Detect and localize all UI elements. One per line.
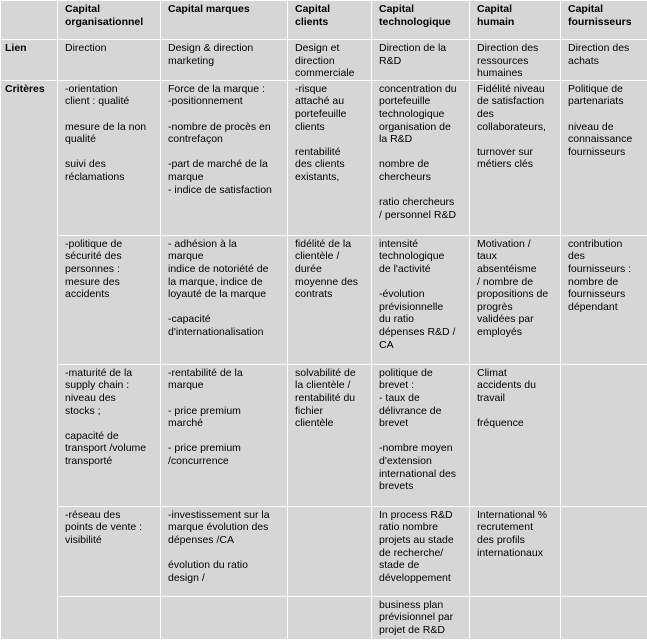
criteres-cell: [161, 596, 288, 639]
col-header-technologique: Capital technologique: [372, 1, 470, 40]
criteres-cell: intensité technologique de l'activité -évolution prévisionnelle du ratio dépenses R&D / CA: [372, 235, 470, 364]
criteres-cell: [288, 506, 372, 596]
criteres-cell: [58, 596, 161, 639]
criteres-cell: -rentabilité de la marque - price premium marché - price premium /concurrence: [161, 364, 288, 506]
lien-cell-fournisseurs: Direction des achats: [561, 40, 647, 81]
criteres-row-1: [1, 80, 647, 235]
criteres-row-4: [1, 506, 647, 596]
criteres-cell: -maturité de la supply chain : niveau des stocks ; capacité de transport /volume transporté: [58, 364, 161, 506]
row-label-criteres: Critères: [1, 80, 58, 639]
lien-cell-clients: Design et direction commerciale: [288, 40, 372, 81]
criteres-cell: fidélité de la clientèle / durée moyenne des contrats: [288, 235, 372, 364]
criteres-row-2: [1, 235, 647, 364]
criteres-cell: - adhésion à la marque indice de notoriété de la marque, indice de loyauté de la marque -capacité d'internationalisation: [161, 235, 288, 364]
criteres-cell: -réseau des points de vente : visibilité: [58, 506, 161, 596]
criteres-cell: [470, 596, 561, 639]
criteres-cell: Climat accidents du travail fréquence: [470, 364, 561, 506]
lien-cell-technologique: Direction de la R&D: [372, 40, 470, 81]
corner-cell: [1, 1, 58, 40]
lien-cell-organisationnel: Direction: [58, 40, 161, 81]
header-row: [1, 1, 647, 40]
criteres-cell: contribution des fournisseurs : nombre de fournisseurs dépendant: [561, 235, 647, 364]
col-header-humain: Capital humain: [470, 1, 561, 40]
criteres-cell: Motivation / taux absentéisme / nombre de propositions de progrès validées par employés: [470, 235, 561, 364]
criteres-cell: politique de brevet : - taux de délivrance de brevet -nombre moyen d'extension international des brevets: [372, 364, 470, 506]
criteres-cell: International % recrutement des profils internationaux: [470, 506, 561, 596]
criteres-cell: [561, 506, 647, 596]
criteres-cell: In process R&D ratio nombre projets au stade de recherche/ stade de développement: [372, 506, 470, 596]
col-header-marques: Capital marques: [161, 1, 288, 40]
criteres-cell: Politique de partenariats niveau de connaissance fournisseurs: [561, 80, 647, 235]
criteres-cell: business plan prévisionnel par projet de R&D: [372, 596, 470, 639]
criteres-cell: -risque attaché au portefeuille clients rentabilité des clients existants,: [288, 80, 372, 235]
criteres-cell: -politique de sécurité des personnes : mesure des accidents: [58, 235, 161, 364]
row-label-lien: Lien: [1, 40, 58, 81]
col-header-organisationnel: Capital organisationnel: [58, 1, 161, 40]
lien-cell-marques: Design & direction marketing: [161, 40, 288, 81]
criteres-cell: [561, 364, 647, 506]
criteres-cell: -investissement sur la marque évolution des dépenses /CA évolution du ratio design /: [161, 506, 288, 596]
col-header-fournisseurs: Capital fournisseurs: [561, 1, 647, 40]
col-header-clients: Capital clients: [288, 1, 372, 40]
criteres-row-3: [1, 364, 647, 506]
lien-cell-humain: Direction des ressources humaines: [470, 40, 561, 81]
criteres-cell: concentration du portefeuille technologique organisation de la R&D nombre de chercheurs ratio chercheurs / personnel R&D: [372, 80, 470, 235]
lien-row: [1, 40, 647, 81]
criteres-cell: -orientation client : qualité mesure de la non qualité suivi des réclamations: [58, 80, 161, 235]
criteres-row-5: [1, 596, 647, 639]
criteres-cell: [288, 596, 372, 639]
criteres-cell: solvabilité de la clientèle / rentabilité du fichier clientèle: [288, 364, 372, 506]
criteres-cell: [561, 596, 647, 639]
criteres-cell: Fidélité niveau de satisfaction des collaborateurs, turnover sur métiers clés: [470, 80, 561, 235]
criteres-cell: Force de la marque : -positionnement -nombre de procès en contrefaçon -part de marché de la marque - indice de satisfaction: [161, 80, 288, 235]
